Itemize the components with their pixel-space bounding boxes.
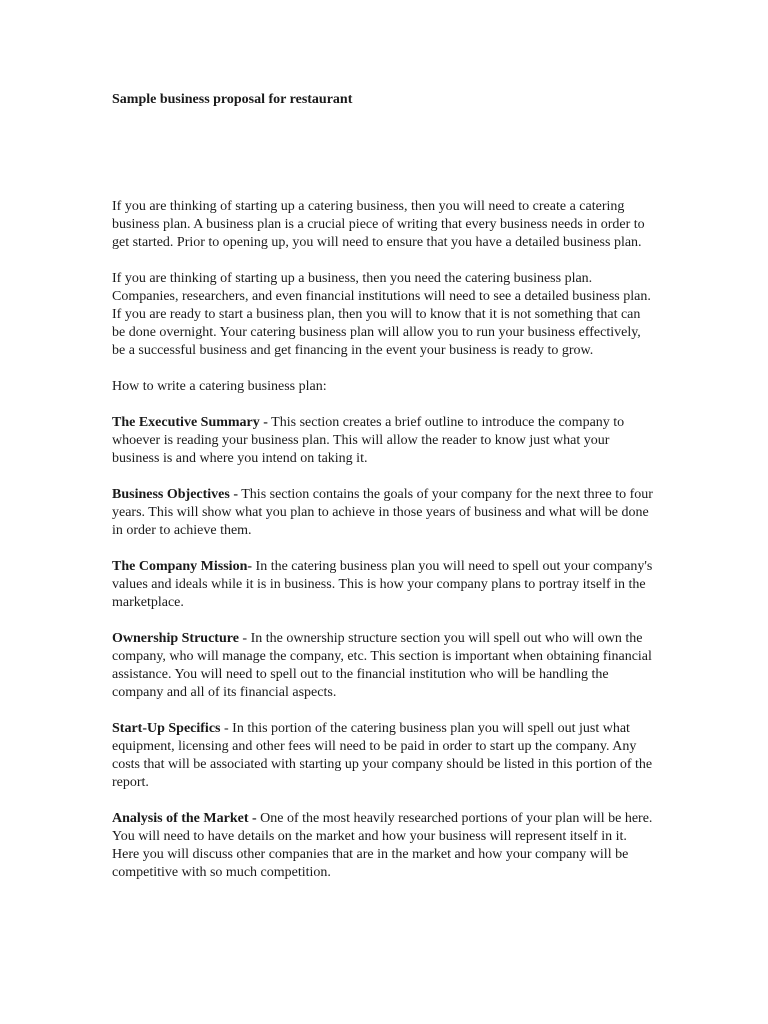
section-heading: The Company Mission-	[112, 559, 253, 574]
section-text: In the catering business plan you will need to spell out your company's values and ideals while it is in business. This is how your company plans to portray itself in the marketplace.	[112, 559, 653, 610]
intro-paragraph-3: How to write a catering business plan:	[112, 379, 327, 394]
section-text: - In this portion of the catering business plan you will spell out just what equipment, licensing and other fees will need to be paid in order to start up the company. Any costs that will be associated with starting up your company should be listed in this portion of the report.	[112, 721, 653, 790]
section-heading: The Executive Summary -	[112, 415, 268, 430]
section-heading: Analysis of the Market -	[112, 811, 257, 826]
section-executive-summary	[112, 414, 657, 468]
section-text: This section contains the goals of your company for the next three to four years. This will show what you plan to achieve in those years of business and what will be done in order to achieve them.	[112, 487, 653, 538]
section-market-analysis	[112, 810, 657, 882]
section-heading: Business Objectives -	[112, 487, 238, 502]
section-company-mission	[112, 558, 657, 612]
intro-paragraph-1: If you are thinking of starting up a catering business, then you will need to create a catering business plan. A business plan is a crucial piece of writing that every business needs in order to get started. Prior to opening up, you will need to ensure that you have a detailed business plan.	[112, 199, 645, 250]
section-start-up-specifics	[112, 720, 657, 792]
section-heading: Ownership Structure	[112, 631, 239, 646]
section-text: One of the most heavily researched portions of your plan will be here. You will need to have details on the market and how your business will represent itself in it. Here you will discuss other companies that are in the market and how your company will be competitive with so much competition.	[112, 811, 653, 880]
intro-paragraph-2: If you are thinking of starting up a business, then you need the catering business plan. Companies, researchers, and even financial institutions will need to see a detailed business plan. If you are ready to start a business plan, then you will to know that it is not something that can be done overnight. Your catering business plan will allow you to run your business effectively, be a successful business and get financing in the event your business is ready to grow.	[112, 271, 651, 358]
section-text: - In the ownership structure section you will spell out who will own the company, who will manage the company, etc. This section is important when obtaining financial assistance. You will need to spell out to the financial institution who will be handling the company and all of its financial aspects.	[112, 631, 652, 700]
section-heading: Start-Up Specifics	[112, 721, 221, 736]
section-text: This section creates a brief outline to introduce the company to whoever is reading your business plan. This will allow the reader to know just what your business is and where you intend on taking it.	[112, 415, 625, 466]
document-title: Sample business proposal for restaurant	[112, 92, 353, 107]
section-ownership-structure	[112, 630, 657, 702]
section-business-objectives	[112, 486, 657, 540]
document-body	[112, 198, 657, 900]
